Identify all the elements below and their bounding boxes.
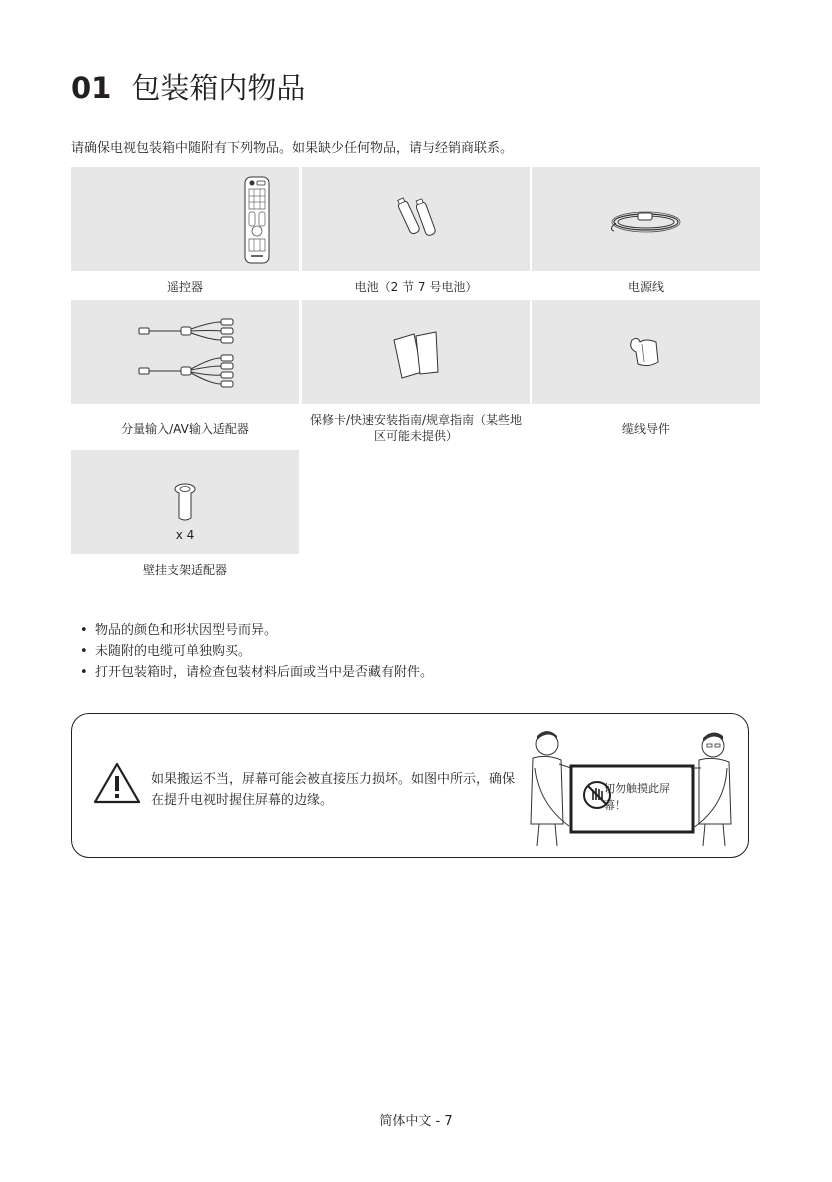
item-cell-power-cord [532, 167, 760, 271]
note-item: • 打开包装箱时，请检查包装材料后面或当中是否藏有附件。 [80, 662, 433, 683]
av-adapter-icon [71, 300, 299, 404]
cable-guide-icon [532, 300, 760, 404]
item-label-batteries: 电池（2 节 7 号电池） [354, 280, 478, 294]
item-cell-batteries [302, 167, 530, 271]
item-cell-documents [302, 300, 530, 404]
page-heading [71, 66, 305, 107]
item-cell-remote [71, 167, 299, 271]
notes-list [80, 620, 433, 683]
item-quantity: x 4 [175, 528, 195, 542]
power-cord-icon [532, 167, 760, 271]
caution-message: 如果搬运不当，屏幕可能会被直接压力损坏。如图中所示，确保在提升电视时握住屏幕的边缘。 [151, 772, 516, 808]
remote-control-icon [71, 167, 299, 271]
screen-warning-text: 切勿触摸此屏幕！ [604, 782, 670, 812]
item-label-power-cord: 电源线 [627, 280, 664, 294]
item-label-wall-mount-adapter: 壁挂支架适配器 [142, 563, 227, 577]
document-icon [302, 300, 530, 404]
battery-icon [302, 167, 530, 271]
item-label-documents: 保修卡/快速安装指南/规章指南（某些地区可能未提供） [309, 413, 523, 443]
section-title: 包装箱内物品 [131, 71, 306, 105]
note-item: • 未随附的电缆可单独购买。 [80, 641, 433, 662]
intro-text: 请确保电视包装箱中随附有下列物品。如果缺少任何物品，请与经销商联系。 [71, 141, 514, 156]
item-cell-av-adapter [71, 300, 299, 404]
item-cell-cable-guide [532, 300, 760, 404]
warning-triangle-icon [93, 761, 141, 805]
page-footer: 简体中文 - 7 [379, 1114, 453, 1129]
item-cell-wall-mount-adapter [71, 450, 299, 554]
note-item: • 物品的颜色和形状因型号而异。 [80, 620, 433, 641]
item-label-av-adapter: 分量输入/AV输入适配器 [121, 422, 249, 436]
caution-box [71, 713, 749, 858]
item-label-remote: 遥控器 [166, 280, 203, 294]
section-number: 01 [71, 71, 112, 105]
item-label-cable-guide: 缆线导件 [621, 422, 670, 436]
